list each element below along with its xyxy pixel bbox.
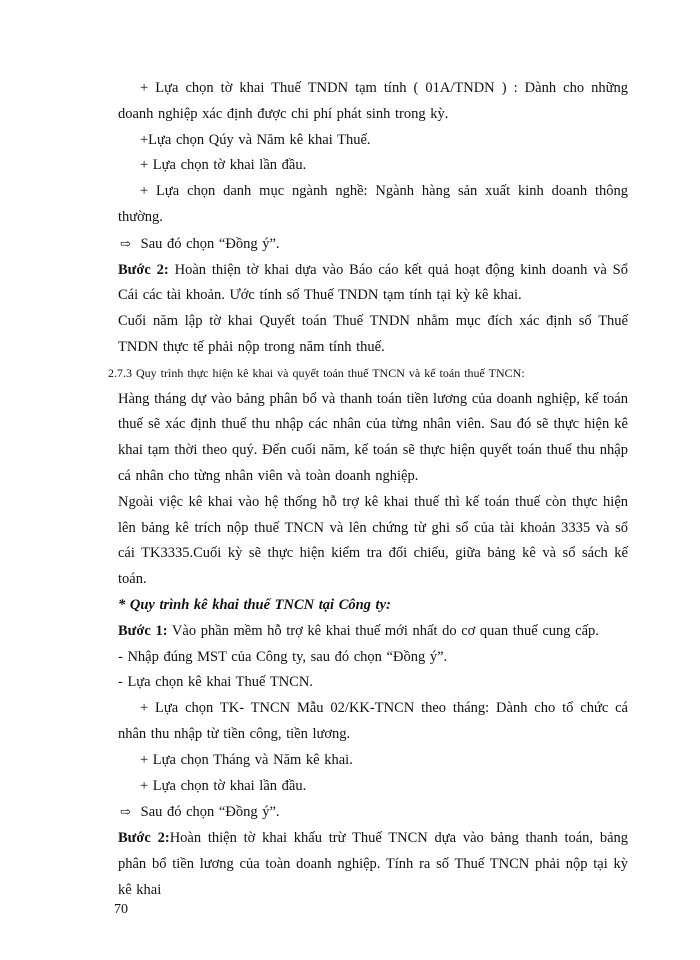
- paragraph-step2-tncn: Bước 2:Hoàn thiện tờ khai khấu trừ Thuế TNCN dựa vào bảng thanh toán, bảng phân bổ tiền lương của toàn doanh nghiệp. Tính ra số Thuế TNCN phải nộp tại kỳ kê khai: [118, 830, 628, 898]
- step-label: Bước 2:: [118, 830, 170, 847]
- page-number: 70: [114, 902, 128, 917]
- paragraph-step2-tndn: Bước 2: Hoàn thiện tờ khai dựa vào Báo cáo kết quả hoạt động kinh doanh và Sổ Cái các tài khoản. Ước tính số Thuế TNDN tạm tính tại kỳ kê khai.: [118, 261, 628, 304]
- step-label: Bước 2:: [118, 261, 169, 278]
- section-heading-273: 2.7.3 Quy trình thực hiện kê khai và quyết toán thuế TNCN và kế toán thuế TNCN:: [108, 365, 525, 380]
- paragraph-agree-1: ⇨ Sau đó chọn “Đồng ý”.: [118, 231, 628, 258]
- step-label: Bước 1:: [118, 622, 168, 639]
- arrow-right-icon: ⇨: [120, 804, 131, 820]
- paragraph-step1-tncn: Bước 1: Vào phần mềm hỗ trợ kê khai thuế mới nhất do cơ quan thuế cung cấp.: [118, 622, 599, 639]
- paragraph-tndn-option: + Lựa chọn tờ khai Thuế TNDN tạm tính ( 01A/TNDN ) : Dành cho những doanh nghiệp xác định được chi phí phát sinh trong kỳ.: [118, 80, 628, 122]
- paragraph-besides: Ngoài việc kê khai vào hệ thống hỗ trợ kê khai thuế thì kế toán thuế còn thực hiện lên bảng kê trích nộp thuế TNCN và lên chứng từ ghi sổ của tài khoản 3335 và sổ cái TK3335.Cuối kỳ sẽ thực hiện kiểm tra đối chiếu, giữa bảng kê và sổ sách kế toán.: [118, 493, 628, 588]
- page-content: [108, 76, 628, 904]
- paragraph-enter-mst: - Nhập đúng MST của Công ty, sau đó chọn “Đồng ý”.: [118, 648, 448, 665]
- paragraph-agree-2: ⇨ Sau đó chọn “Đồng ý”.: [118, 799, 628, 826]
- paragraph-first-declaration: + Lựa chọn tờ khai lần đầu.: [140, 157, 307, 174]
- heading-tncn-process: * Quy trình kê khai thuế TNCN tại Công ty:: [118, 596, 391, 613]
- paragraph-choose-tncn: - Lựa chọn kê khai Thuế TNCN.: [118, 674, 313, 691]
- arrow-right-icon: ⇨: [120, 235, 131, 251]
- paragraph-monthly: Hàng tháng dự vào bảng phân bổ và thanh toán tiền lương của doanh nghiệp, kế toán thuế sẽ xác định thuế thu nhập các nhân của từng nhân viên. Sau đó sẽ thực hiện kê khai tạm thời theo quý. Đến cuối năm, kế toán sẽ thực hiện quyết toán thuế thu nhập cá nhân cho từng nhân viên và toàn doanh nghiệp.: [118, 390, 628, 484]
- paragraph-quarter-year: +Lựa chọn Qúy và Năm kê khai Thuế.: [140, 131, 371, 148]
- paragraph-form-02kk: + Lựa chọn TK- TNCN Mẫu 02/KK-TNCN theo tháng: Dành cho tổ chức cá nhân thu nhập từ tiền công, tiền lương.: [118, 700, 628, 742]
- paragraph-year-end: Cuối năm lập tờ khai Quyết toán Thuế TNDN nhằm mục đích xác định số Thuế TNDN thực tế phải nộp trong năm tính thuế.: [118, 313, 628, 355]
- paragraph-industry: + Lựa chọn danh mục ngành nghề: Ngành hàng sản xuất kinh doanh thông thường.: [118, 183, 628, 225]
- paragraph-month-year: + Lựa chọn Tháng và Năm kê khai.: [140, 751, 353, 768]
- paragraph-first-declaration-2: + Lựa chọn tờ khai lần đầu.: [140, 777, 307, 794]
